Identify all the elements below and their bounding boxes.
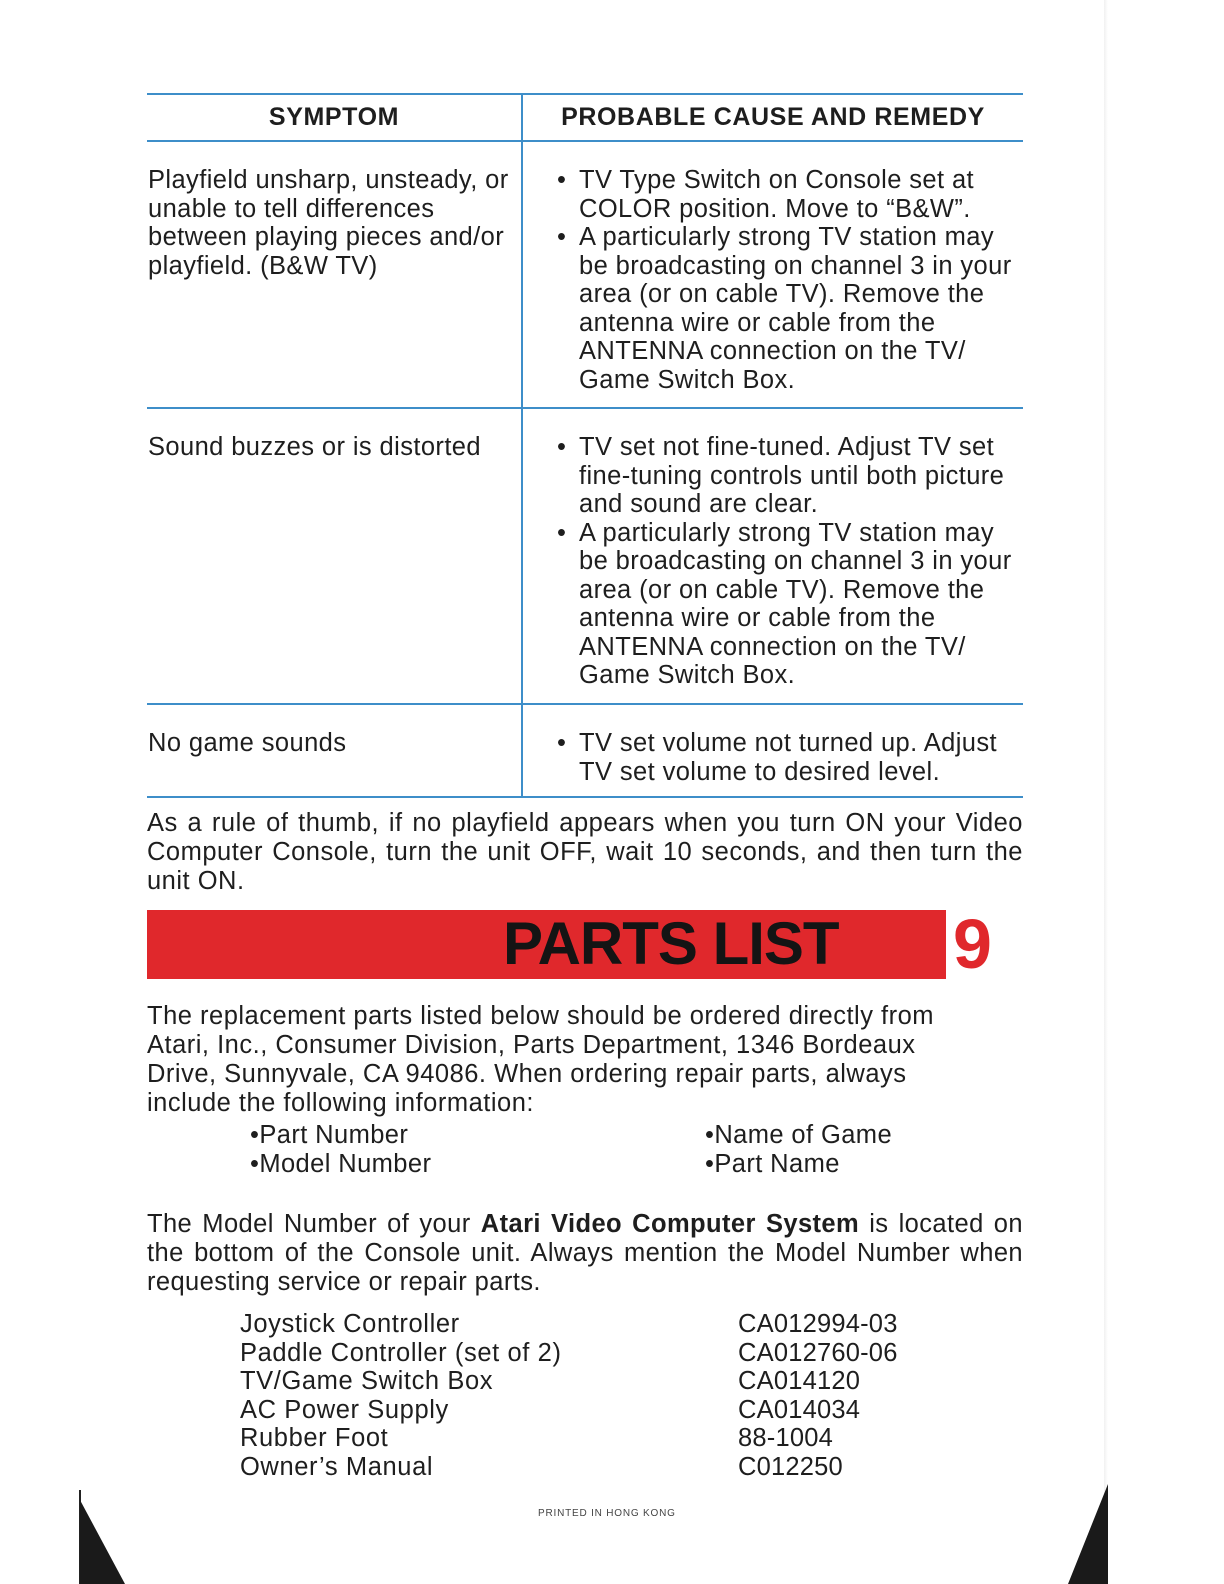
part-number: 88-1004 (738, 1424, 833, 1452)
remedy-item: • TV set volume not turned up. Adjust TV set volume to desired level. (557, 729, 1023, 786)
remedy-item: • A particularly strong TV station may be broadcasting on channel 3 in your area (or on cable TV). Remove the antenna wire or cable from the ANTENNA connection on the TV/ Game Switch Box. (557, 223, 1023, 394)
remedy-header: PROBABLE CAUSE AND REMEDY (522, 94, 1023, 141)
section-title: PARTS LIST (503, 910, 839, 977)
model-text-start: The Model Number of your (147, 1210, 481, 1238)
part-number: CA014120 (738, 1367, 861, 1395)
table-row (147, 408, 1023, 704)
part-number: CA014034 (738, 1395, 861, 1424)
remedy-item: • A particularly strong TV station may be broadcasting on channel 3 in your area (or on cable TV). Remove the antenna wire or cable from the ANTENNA connection on the TV/ Game Switch Box. (557, 519, 1023, 690)
list-item: • Name of Game (705, 1121, 892, 1150)
remedy-cell (522, 704, 1023, 797)
remedy-list (557, 729, 1023, 786)
list-item: • Part Name (705, 1150, 892, 1179)
table-row (147, 704, 1023, 797)
rule-of-thumb-paragraph: As a rule of thumb, if no playfield appears when you turn ON your Video Computer Console, turn the unit OFF, wait 10 seconds, and then turn the unit ON. (147, 809, 1023, 895)
page-edge-shadow (1104, 0, 1108, 1584)
troubleshooting-table (147, 93, 1023, 798)
info-list-left (250, 1121, 431, 1179)
model-text-end: is located on the bottom of the Console unit. Always mention the Model Number when requesting service or repair parts. (147, 1210, 1023, 1296)
symptom-header: SYMPTOM (147, 94, 522, 141)
parts-intro-paragraph: The replacement parts listed below should be ordered directly from Atari, Inc., Consumer Division, Parts Department, 1346 Bordeaux Drive, Sunnyvale, CA 94086. When ordering repair parts, always include the following information: (147, 1002, 935, 1117)
symptom-cell: Playfield unsharp, unsteady, or unable to tell differences between playing pieces and/or playfield. (B&W TV) (147, 141, 522, 408)
remedy-cell (522, 141, 1023, 408)
table-header-row (147, 94, 1023, 141)
remedy-cell (522, 408, 1023, 704)
part-number: CA012994-03 (738, 1310, 898, 1338)
table-row (147, 141, 1023, 408)
parts-number-column (738, 1310, 898, 1481)
part-number: CA012760-06 (738, 1338, 898, 1367)
remedy-list (557, 433, 1023, 690)
printed-in-footer: PRINTED IN HONG KONG (538, 1508, 676, 1519)
part-name: Paddle Controller (set of 2) (240, 1338, 562, 1367)
list-item: • Model Number (250, 1150, 431, 1179)
symptom-cell: Sound buzzes or is distorted (147, 408, 522, 704)
part-number: C012250 (738, 1452, 843, 1481)
scan-corner-bottom-right (1068, 1484, 1108, 1584)
list-item: • Part Number (250, 1121, 431, 1150)
part-name: Rubber Foot (240, 1424, 389, 1452)
part-name: TV/Game Switch Box (240, 1367, 494, 1395)
parts-name-column (240, 1310, 562, 1481)
info-list-right (705, 1121, 892, 1179)
part-name: Owner’s Manual (240, 1452, 434, 1481)
remedy-item: • TV Type Switch on Console set at COLOR position. Move to “B&W”. (557, 166, 1023, 223)
remedy-item: • TV set not fine-tuned. Adjust TV set fine-tuning controls until both picture and sound are clear. (557, 433, 1023, 519)
section-number: 9 (953, 905, 992, 983)
scan-corner-bottom-left (80, 1500, 125, 1584)
model-number-paragraph (147, 1210, 1023, 1297)
symptom-cell: No game sounds (147, 704, 522, 797)
part-name: AC Power Supply (240, 1395, 449, 1424)
part-name: Joystick Controller (240, 1310, 460, 1338)
remedy-list (557, 166, 1023, 394)
model-text-bold: Atari Video Computer System (480, 1210, 860, 1238)
